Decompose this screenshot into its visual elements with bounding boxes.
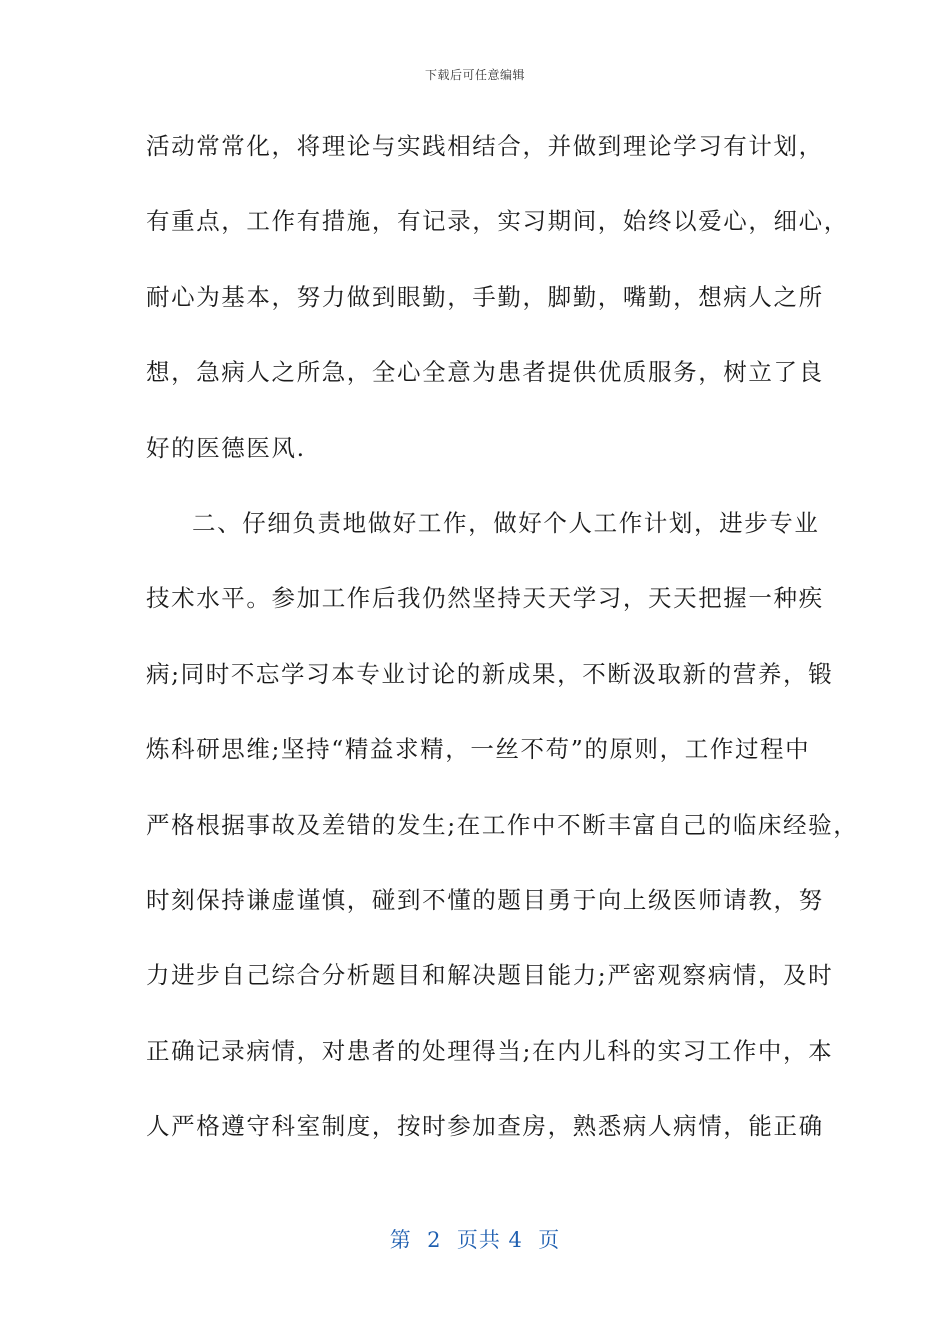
document-body	[146, 124, 859, 1179]
text-line: 力进步自己综合分析题目和解决题目能力;严密观察病情，及时	[146, 961, 834, 990]
text-line: 有重点，工作有措施，有记录，实习期间，始终以爱心，细心，	[146, 207, 849, 236]
text-line: 病;同时不忘学习本专业讨论的新成果，不断汲取新的营养，锻	[146, 659, 834, 688]
text-line: 人严格遵守科室制度，按时参加查房，熟悉病人病情，能正确	[146, 1112, 824, 1141]
text-line: 技术水平。参加工作后我仍然坚持天天学习，天天把握一种疾	[146, 584, 824, 613]
text-line: 好的医德医风.	[146, 433, 306, 462]
paragraph-start-line: 二、仔细负责地做好工作，做好个人工作计划，进步专业	[192, 508, 820, 537]
text-line: 炼科研思维;坚持“精益求精，一丝不苟”的原则，工作过程中	[146, 735, 811, 764]
page-indicator: 第 2 页共 4 页	[389, 1228, 561, 1252]
header-note: 下载后可任意编辑	[424, 68, 525, 82]
text-line: 耐心为基本，努力做到眼勤，手勤，脚勤，嘴勤，想病人之所	[146, 282, 824, 311]
text-line: 想，急病人之所急，全心全意为患者提供优质服务，树立了良	[146, 358, 824, 387]
text-line: 时刻保持谦虚谨慎，碰到不懂的题目勇于向上级医师请教，努	[146, 885, 824, 914]
text-line: 正确记录病情，对患者的处理得当;在内儿科的实习工作中，本	[146, 1036, 834, 1065]
text-line: 活动常常化，将理论与实践相结合，并做到理论学习有计划，	[146, 132, 824, 160]
text-line: 严格根据事故及差错的发生;在工作中不断丰富自己的临床经验，	[146, 810, 859, 839]
